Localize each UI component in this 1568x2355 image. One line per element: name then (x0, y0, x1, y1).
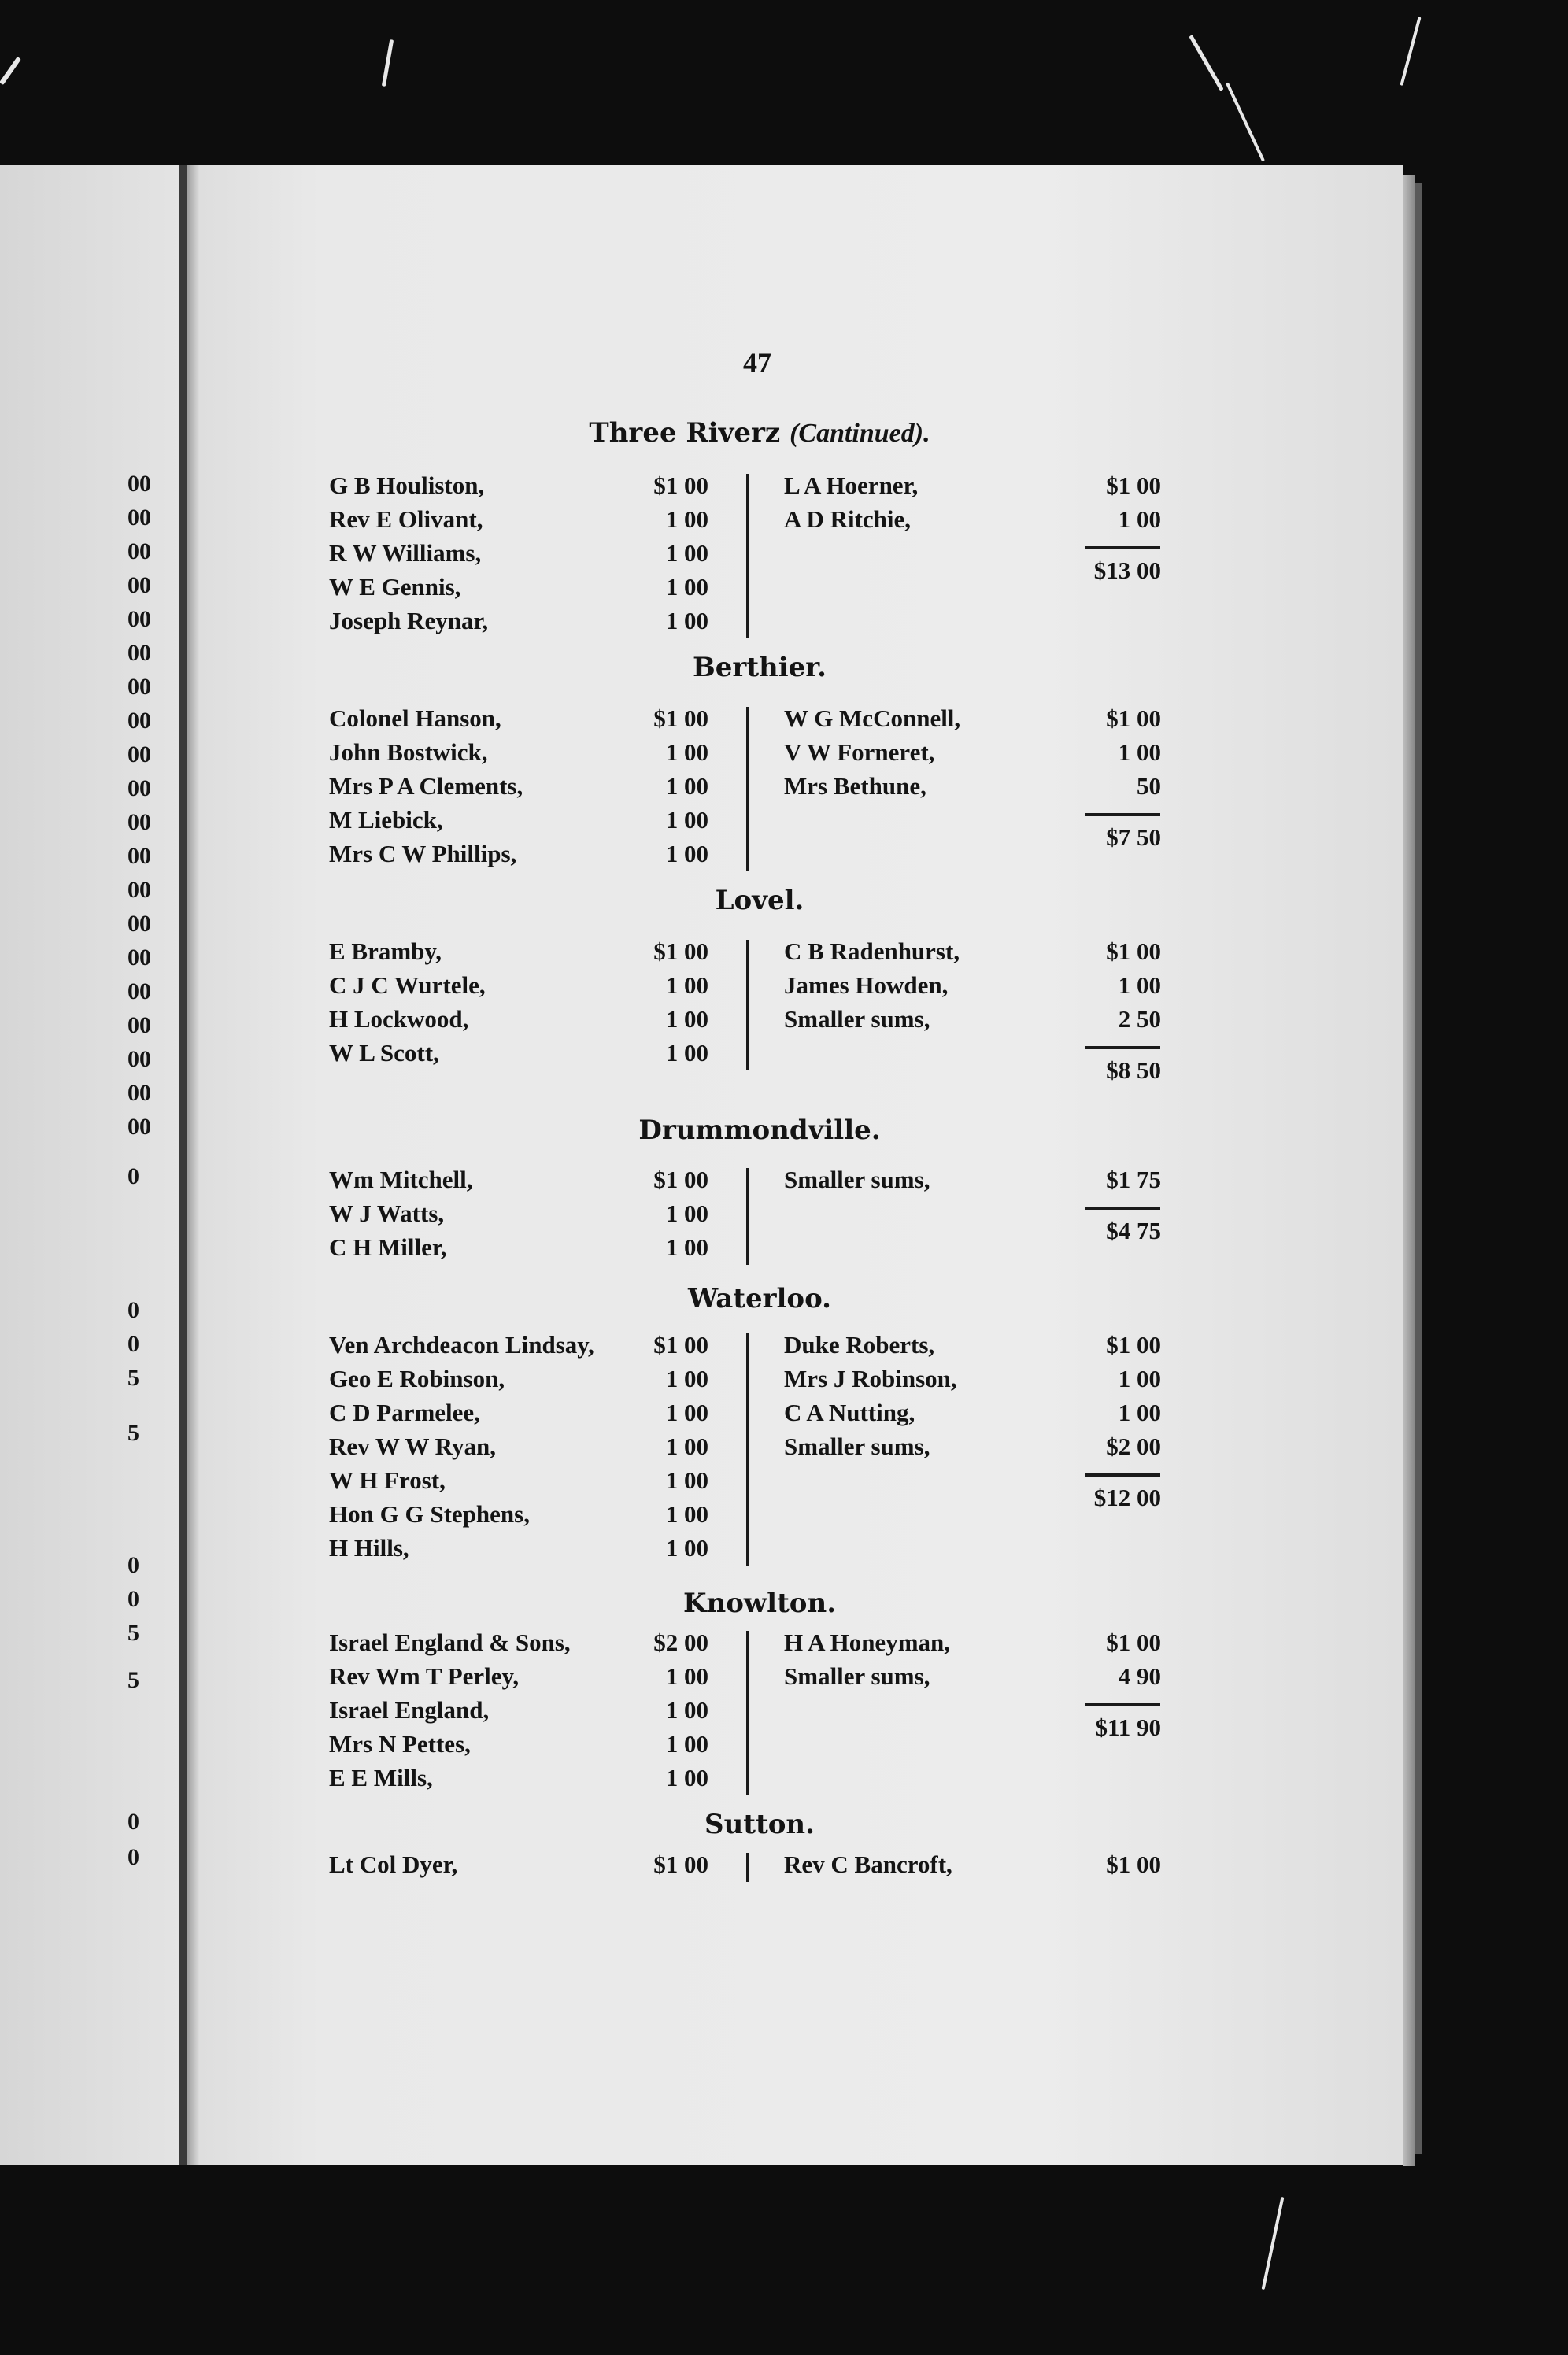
donor-name: Smaller sums, (784, 1166, 930, 1193)
donor-name: A D Ritchie, (784, 505, 912, 533)
donation-amount: 1 00 (1118, 738, 1161, 766)
section-total: $7 50 (1106, 823, 1161, 851)
donor-name: W E Gennis, (329, 573, 461, 601)
left-page-amount: 00 (128, 775, 151, 801)
donor-name: James Howden, (784, 971, 949, 999)
column-divider (746, 1168, 749, 1265)
donor-name: Smaller sums, (784, 1005, 930, 1033)
total-rule (1085, 1703, 1160, 1706)
donor-name: W J Watts, (329, 1200, 445, 1227)
left-page-amount: 00 (128, 505, 151, 531)
film-scratch (1189, 35, 1223, 91)
donation-amount: 1 00 (665, 772, 708, 800)
section-title-text: Drummondville. (638, 1115, 881, 1146)
left-page-amount: 00 (128, 843, 151, 869)
donation-amount: $1 00 (653, 1850, 708, 1878)
donor-name: Rev W W Ryan, (329, 1433, 496, 1460)
donor-name: Duke Roberts, (784, 1331, 935, 1359)
left-page-amount: 5 (128, 1420, 139, 1446)
total-rule (1085, 1046, 1160, 1049)
film-scratch (1262, 2197, 1285, 2290)
section-title (331, 1809, 1189, 1840)
donation-amount: 1 00 (1118, 1365, 1161, 1392)
donation-amount: 1 00 (665, 1500, 708, 1528)
donor-name: Joseph Reynar, (329, 607, 489, 634)
donation-amount: 1 00 (665, 1696, 708, 1724)
donation-amount: $2 00 (653, 1629, 708, 1656)
section-title (331, 417, 1189, 449)
left-page-amount: 00 (128, 538, 151, 564)
donor-name: Israel England & Sons, (329, 1629, 571, 1656)
donation-amount: 50 (1137, 772, 1161, 800)
total-rule (1085, 813, 1160, 816)
left-page-amount: 00 (128, 1046, 151, 1072)
gutter-shadow (187, 165, 199, 2165)
section-title-text: Waterloo. (687, 1283, 832, 1314)
donor-name: Mrs Bethune, (784, 772, 926, 800)
donor-name: R W Williams, (329, 539, 482, 567)
donation-amount: 1 00 (665, 1365, 708, 1392)
left-page-amount: 00 (128, 978, 151, 1004)
donation-amount: $1 00 (653, 1166, 708, 1193)
section-title-text: Berthier. (693, 652, 827, 683)
section-title (331, 1588, 1189, 1619)
total-rule (1085, 546, 1160, 549)
donor-name: W G McConnell, (784, 704, 961, 732)
donor-name: C J C Wurtele, (329, 971, 486, 999)
left-page-amount: 0 (128, 1331, 139, 1357)
donor-name: Lt Col Dyer, (329, 1850, 458, 1878)
donor-name: H Lockwood, (329, 1005, 469, 1033)
donor-name: Smaller sums, (784, 1662, 930, 1690)
left-page-amount: 0 (128, 1552, 139, 1578)
donation-amount: 1 00 (665, 1039, 708, 1067)
donation-amount: $1 00 (1106, 1629, 1161, 1656)
left-page-amount: 5 (128, 1667, 139, 1693)
donor-name: H Hills, (329, 1534, 409, 1562)
book-gutter (179, 165, 187, 2165)
left-page-amount: 00 (128, 572, 151, 598)
donation-amount: $1 00 (653, 937, 708, 965)
section-title-text: Lovel. (715, 885, 804, 916)
donor-name: Israel England, (329, 1696, 490, 1724)
left-page-amount: 5 (128, 1365, 139, 1391)
donation-amount: 1 00 (665, 1764, 708, 1791)
donation-amount: 1 00 (665, 1730, 708, 1758)
donor-name: C D Parmelee, (329, 1399, 480, 1426)
left-page-amount: 00 (128, 708, 151, 734)
donation-amount: 1 00 (665, 1466, 708, 1494)
section-total: $8 50 (1106, 1056, 1161, 1084)
donor-name: E E Mills, (329, 1764, 433, 1791)
left-page-amount: 0 (128, 1163, 139, 1189)
donor-name: M Liebick, (329, 806, 443, 834)
donation-amount: 2 50 (1118, 1005, 1161, 1033)
left-page-amount: 00 (128, 471, 151, 497)
donation-amount: 1 00 (665, 1534, 708, 1562)
section-title-text: Sutton. (704, 1809, 815, 1840)
left-page-amount: 0 (128, 1809, 139, 1835)
film-scratch (0, 57, 21, 85)
donation-amount: 1 00 (1118, 505, 1161, 533)
left-page-amount: 0 (128, 1297, 139, 1323)
donation-amount: 1 00 (665, 539, 708, 567)
section-title (331, 1115, 1189, 1146)
donor-name: L A Hoerner, (784, 471, 919, 499)
column-divider (746, 1631, 749, 1795)
left-page-amount: 00 (128, 1080, 151, 1106)
donor-name: Geo E Robinson, (329, 1365, 505, 1392)
page-edge-shadow (1415, 183, 1422, 2154)
donation-amount: $1 00 (653, 471, 708, 499)
donation-amount: 1 00 (665, 505, 708, 533)
donor-name: Mrs C W Phillips, (329, 840, 517, 867)
donor-name: Smaller sums, (784, 1433, 930, 1460)
donor-name: C A Nutting, (784, 1399, 915, 1426)
left-page-amount: 00 (128, 741, 151, 767)
donation-amount: $1 00 (653, 704, 708, 732)
donation-amount: $1 00 (1106, 704, 1161, 732)
left-page-amount: 00 (128, 945, 151, 970)
donor-name: Hon G G Stephens, (329, 1500, 530, 1528)
donor-name: Wm Mitchell, (329, 1166, 473, 1193)
column-divider (746, 1333, 749, 1566)
donor-name: Ven Archdeacon Lindsay, (329, 1331, 594, 1359)
donor-name: John Bostwick, (329, 738, 488, 766)
donor-name: H A Honeyman, (784, 1629, 951, 1656)
donation-amount: $1 75 (1106, 1166, 1161, 1193)
donation-amount: 1 00 (665, 1233, 708, 1261)
donation-amount: 1 00 (665, 1433, 708, 1460)
column-divider (746, 1853, 749, 1882)
column-divider (746, 940, 749, 1070)
donation-amount: 1 00 (665, 607, 708, 634)
page-number: 47 (743, 347, 771, 379)
left-page (0, 165, 183, 2165)
section-title (331, 885, 1189, 916)
donation-amount: $1 00 (1106, 937, 1161, 965)
left-page-amount: 00 (128, 1114, 151, 1140)
section-title (331, 1283, 1189, 1314)
donation-amount: 1 00 (665, 1662, 708, 1690)
column-divider (746, 474, 749, 638)
column-divider (746, 707, 749, 871)
left-page-amount: 0 (128, 1586, 139, 1612)
section-title (331, 652, 1189, 683)
donor-name: C B Radenhurst, (784, 937, 960, 965)
donor-name: Rev E Olivant, (329, 505, 483, 533)
donation-amount: 1 00 (665, 573, 708, 601)
section-title-text: Knowlton. (682, 1588, 837, 1619)
section-total: $4 75 (1106, 1217, 1161, 1244)
donor-name: Rev C Bancroft, (784, 1850, 952, 1878)
donation-amount: 1 00 (665, 1005, 708, 1033)
total-rule (1085, 1207, 1160, 1210)
donation-amount: 1 00 (665, 1399, 708, 1426)
donation-amount: 4 90 (1118, 1662, 1161, 1690)
left-page-amount: 5 (128, 1620, 139, 1646)
left-page-amount: 00 (128, 877, 151, 903)
donor-name: W L Scott, (329, 1039, 439, 1067)
donor-name: W H Frost, (329, 1466, 446, 1494)
donor-name: Mrs P A Clements, (329, 772, 523, 800)
donor-name: Colonel Hanson, (329, 704, 501, 732)
donation-amount: 1 00 (665, 971, 708, 999)
section-total: $12 00 (1093, 1484, 1161, 1511)
donor-name: Mrs J Robinson, (784, 1365, 957, 1392)
donation-amount: $2 00 (1106, 1433, 1161, 1460)
left-page-amount: 00 (128, 606, 151, 632)
donation-amount: 1 00 (1118, 1399, 1161, 1426)
film-scratch (382, 39, 394, 87)
left-page-amount: 00 (128, 911, 151, 937)
section-total: $11 90 (1095, 1714, 1161, 1741)
donation-amount: 1 00 (665, 738, 708, 766)
left-page-amount: 00 (128, 640, 151, 666)
donor-name: E Bramby, (329, 937, 442, 965)
donor-name: Rev Wm T Perley, (329, 1662, 520, 1690)
donor-name: C H Miller, (329, 1233, 447, 1261)
section-total: $13 00 (1093, 556, 1161, 584)
donation-amount: $1 00 (1106, 1331, 1161, 1359)
donation-amount: 1 00 (665, 1200, 708, 1227)
donation-amount: $1 00 (1106, 471, 1161, 499)
left-page-amount: 00 (128, 809, 151, 835)
donor-name: V W Forneret, (784, 738, 935, 766)
film-scratch (1400, 17, 1421, 86)
section-title-text: Three Riverz (589, 417, 781, 449)
donation-amount: 1 00 (1118, 971, 1161, 999)
donation-amount: $1 00 (653, 1331, 708, 1359)
section-subtitle: (Cantinued). (790, 419, 930, 448)
page-edge (1403, 175, 1415, 2166)
film-scratch (1226, 82, 1265, 161)
total-rule (1085, 1473, 1160, 1477)
donation-amount: 1 00 (665, 840, 708, 867)
left-page-amount: 0 (128, 1844, 139, 1870)
left-page-amount: 00 (128, 1012, 151, 1038)
left-page-amount: 00 (128, 674, 151, 700)
donation-amount: $1 00 (1106, 1850, 1161, 1878)
donation-amount: 1 00 (665, 806, 708, 834)
donor-name: G B Houliston, (329, 471, 485, 499)
donor-name: Mrs N Pettes, (329, 1730, 471, 1758)
